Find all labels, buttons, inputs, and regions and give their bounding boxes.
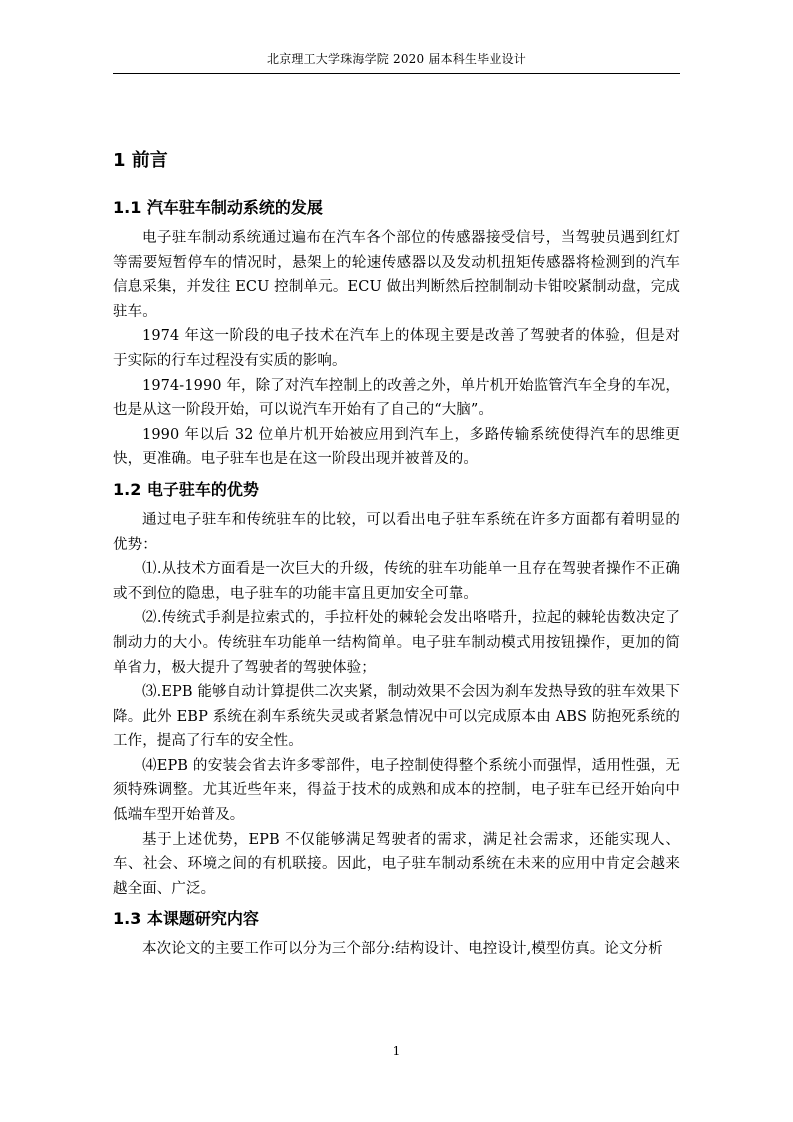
paragraph: 1974-1990 年，除了对汽车控制上的改善之外，单片机开始监管汽车全身的车况，也是从这一阶段开始，可以说汽车开始有了自己的“大脑”。 xyxy=(113,377,680,419)
paragraph: ⑶.EPB 能够自动计算提供二次夹紧，制动效果不会因为刹车发热导致的驻车效果下降。此外 EBP 系统在刹车系统失灵或者紧急情况中可以完成原本由 ABS 防抱死系统的工作，提高了行车的安全性。 xyxy=(113,684,680,750)
paragraph: ⑵.传统式手刹是拉索式的，手拉杆处的棘轮会发出咯嗒升，拉起的棘轮齿数决定了制动力的大小。传统驻车功能单一结构简单。电子驻车制动模式用按钮操作，更加的简单省力，极大提升了驾驶者的驾驶体验； xyxy=(113,610,680,676)
document-body xyxy=(113,146,680,962)
paragraph: 电子驻车制动系统通过遍布在汽车各个部位的传感器接受信号，当驾驶员遇到红灯等需要短暂停车的情况时，悬架上的轮速传感器以及发动机扭矩传感器将检测到的汽车信息采集，并发往 ECU 控制单元。ECU 做出判断然后控制制动卡钳咬紧制动盘，完成驻车。 xyxy=(113,230,680,320)
section-1-3 xyxy=(113,901,680,962)
section-title: 1.2 电子驻车的优势 xyxy=(113,479,259,499)
paragraph: ⑴.从技术方面看是一次巨大的升级，传统的驻车功能单一且存在驾驶者操作不正确或不到位的隐患，电子驻车的功能丰富且更加安全可靠。 xyxy=(113,561,680,602)
section-1-1 xyxy=(113,190,680,472)
section-1-2 xyxy=(113,472,680,902)
paragraph: ⑷EPB 的安装会省去许多零部件，电子控制使得整个系统小而强悍，适用性强，无须特殊调整。尤其近些年来，得益于技术的成熟和成本的控制，电子驻车已经开始向中低端车型开始普及。 xyxy=(113,757,680,824)
running-header: 北京理工大学珠海学院 2020 届本科生毕业设计 xyxy=(267,52,526,66)
paragraph: 本次论文的主要工作可以分为三个部分:结构设计、电控设计,模型仿真。论文分析 xyxy=(142,941,663,958)
chapter-title: 1 前言 xyxy=(113,150,168,171)
header-rule xyxy=(113,73,680,74)
paragraph: 基于上述优势，EPB 不仅能够满足驾驶者的需求，满足社会需求，还能实现人、车、社会、环境之间的有机联接。因此，电子驻车制动系统在未来的应用中肯定会越来越全面、广泛。 xyxy=(113,831,680,897)
paragraph: 1990 年以后 32 位单片机开始被应用到汽车上，多路传输系统使得汽车的思维更快，更准确。电子驻车也是在这一阶段出现并被普及的。 xyxy=(113,426,680,468)
paragraph: 1974 年这一阶段的电子技术在汽车上的体现主要是改善了驾驶者的体验，但是对于实际的行车过程没有实质的影响。 xyxy=(113,328,680,369)
paragraph: 通过电子驻车和传统驻车的比较，可以看出电子驻车系统在许多方面都有着明显的优势： xyxy=(113,511,680,553)
section-title: 1.3 本课题研究内容 xyxy=(113,909,259,929)
page-number: 1 xyxy=(392,1044,401,1058)
section-title: 1.1 汽车驻车制动系统的发展 xyxy=(113,198,323,217)
